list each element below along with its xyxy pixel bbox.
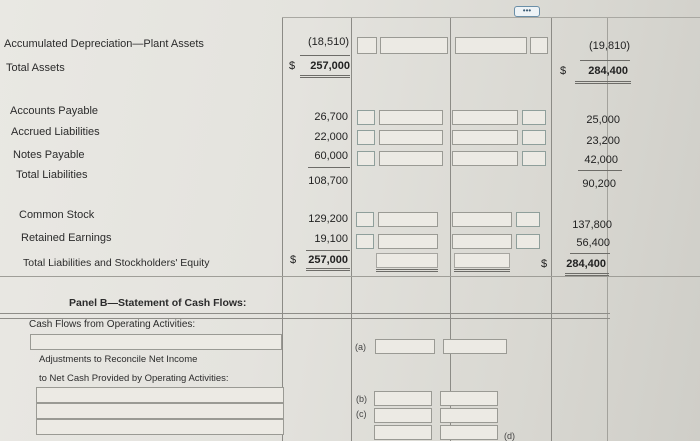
adj-debit-total-double-underline [376, 269, 438, 272]
mark-a: (a) [355, 342, 366, 352]
mark-c: (c) [356, 409, 367, 419]
ap-adj-debit-input[interactable] [357, 110, 375, 125]
adjustment-item-2-input[interactable] [36, 403, 284, 419]
total-le-col4-underline [570, 253, 610, 254]
adj-debit-total[interactable] [376, 253, 438, 268]
ap-adj-debit-amount[interactable] [379, 110, 443, 125]
total-le-dollar: $ [290, 254, 297, 266]
total-le-col1-double-underline [306, 268, 350, 271]
adj-credit-total-double-underline [454, 269, 510, 272]
accum-dep-col4: (19,810) [589, 40, 630, 52]
notes-payable-label: Notes Payable [13, 149, 85, 161]
retained-earnings-col4: 56,400 [576, 237, 610, 249]
panel-b-title-rule [0, 313, 610, 314]
adjustments-label-1: Adjustments to Reconcile Net Income [39, 354, 198, 365]
accum-dep-adj-debit-amount[interactable] [380, 37, 448, 54]
operating-activities-label: Cash Flows from Operating Activities: [29, 319, 196, 330]
notes-payable-col4: 42,000 [584, 154, 618, 166]
retained-earnings-label: Retained Earnings [21, 232, 112, 244]
ap-adj-credit-amount[interactable] [522, 110, 546, 125]
total-liabilities-col1-underline [308, 167, 350, 168]
total-assets-col4-underline [580, 60, 630, 61]
total-le-col4-dollar: $ [541, 258, 548, 270]
common-stock-label: Common Stock [19, 209, 95, 221]
accrued-liabilities-col1: 22,000 [314, 131, 348, 143]
accum-dep-label: Accumulated Depreciation—Plant Assets [4, 38, 204, 50]
cs-adj-credit-input[interactable] [452, 212, 512, 227]
total-liabilities-col1: 108,700 [308, 175, 348, 187]
total-assets-col1-double-underline [300, 75, 350, 78]
mark-d: (d) [504, 431, 515, 441]
re-adj-debit-amount[interactable] [378, 234, 438, 249]
total-liabilities-label: Total Liabilities [16, 169, 88, 181]
accounts-payable-col1: 26,700 [314, 111, 348, 123]
adjustment-d-credit-input[interactable] [440, 425, 498, 440]
total-liabilities-col4: 90,200 [582, 178, 616, 190]
total-le-col1-underline [306, 250, 350, 251]
total-assets-col1: 257,000 [310, 60, 350, 72]
common-stock-col4: 137,800 [572, 219, 612, 231]
ap-adj-credit-input[interactable] [452, 110, 518, 125]
total-assets-label: Total Assets [6, 62, 65, 74]
accum-dep-adj-credit-amount[interactable] [530, 37, 548, 54]
accounts-payable-label: Accounts Payable [10, 105, 99, 117]
total-liab-equity-label: Total Liabilities and Stockholders' Equity [23, 257, 210, 269]
al-adj-credit-input[interactable] [452, 130, 518, 145]
total-le-col4: 284,400 [566, 258, 606, 270]
total-le-col1: 257,000 [308, 254, 348, 266]
accounts-payable-col4: 25,000 [586, 114, 620, 126]
notes-payable-col1: 60,000 [314, 150, 348, 162]
accum-dep-adj-credit-input[interactable] [455, 37, 527, 54]
more-options-button[interactable]: ••• [514, 6, 540, 17]
al-adj-debit-amount[interactable] [379, 130, 443, 145]
np-adj-credit-input[interactable] [452, 151, 518, 166]
panel-b-top-rule [0, 276, 700, 277]
adj-credit-total[interactable] [454, 253, 510, 268]
header-rule [282, 17, 700, 18]
total-assets-col4: 284,400 [588, 65, 628, 77]
mark-b: (b) [356, 394, 367, 404]
accrued-liabilities-label: Accrued Liabilities [11, 126, 100, 138]
np-adj-credit-amount[interactable] [522, 151, 546, 166]
adjustment-item-1-input[interactable] [36, 387, 284, 403]
adjustment-b-debit-input[interactable] [374, 391, 432, 406]
operating-item-input[interactable] [30, 334, 282, 350]
adjustment-c-debit-input[interactable] [374, 408, 432, 423]
accrued-liabilities-col4: 23,200 [586, 135, 620, 147]
np-adj-debit-input[interactable] [357, 151, 375, 166]
cs-adj-credit-amount[interactable] [516, 212, 540, 227]
total-liabilities-col4-underline [578, 170, 622, 171]
accum-dep-col1: (18,510) [308, 36, 349, 48]
retained-earnings-col1: 19,100 [314, 233, 348, 245]
np-adj-debit-amount[interactable] [379, 151, 443, 166]
column-divider-1 [282, 18, 283, 441]
cs-adj-debit-amount[interactable] [378, 212, 438, 227]
adjustment-item-3-input[interactable] [36, 419, 284, 435]
cs-adj-debit-input[interactable] [356, 212, 374, 227]
al-adj-credit-amount[interactable] [522, 130, 546, 145]
re-adj-credit-input[interactable] [452, 234, 512, 249]
total-assets-col4-double-underline [575, 81, 631, 84]
adjustment-b-credit-input[interactable] [440, 391, 498, 406]
re-adj-credit-amount[interactable] [516, 234, 540, 249]
common-stock-col1: 129,200 [308, 213, 348, 225]
adjustment-d-debit-input[interactable] [374, 425, 432, 440]
column-divider-3 [450, 18, 451, 441]
total-assets-dollar: $ [289, 60, 296, 72]
operating-item-credit-input[interactable] [443, 339, 507, 354]
total-assets-col4-dollar: $ [560, 65, 567, 77]
total-assets-col1-underline [300, 55, 350, 56]
adjustments-label-2: to Net Cash Provided by Operating Activities: [39, 373, 229, 384]
operating-item-debit-input[interactable] [375, 339, 435, 354]
panel-b-title: Panel B—Statement of Cash Flows: [69, 297, 247, 309]
accum-dep-adj-debit-input[interactable] [357, 37, 377, 54]
al-adj-debit-input[interactable] [357, 130, 375, 145]
column-divider-2 [351, 18, 352, 441]
re-adj-debit-input[interactable] [356, 234, 374, 249]
adjustment-c-credit-input[interactable] [440, 408, 498, 423]
